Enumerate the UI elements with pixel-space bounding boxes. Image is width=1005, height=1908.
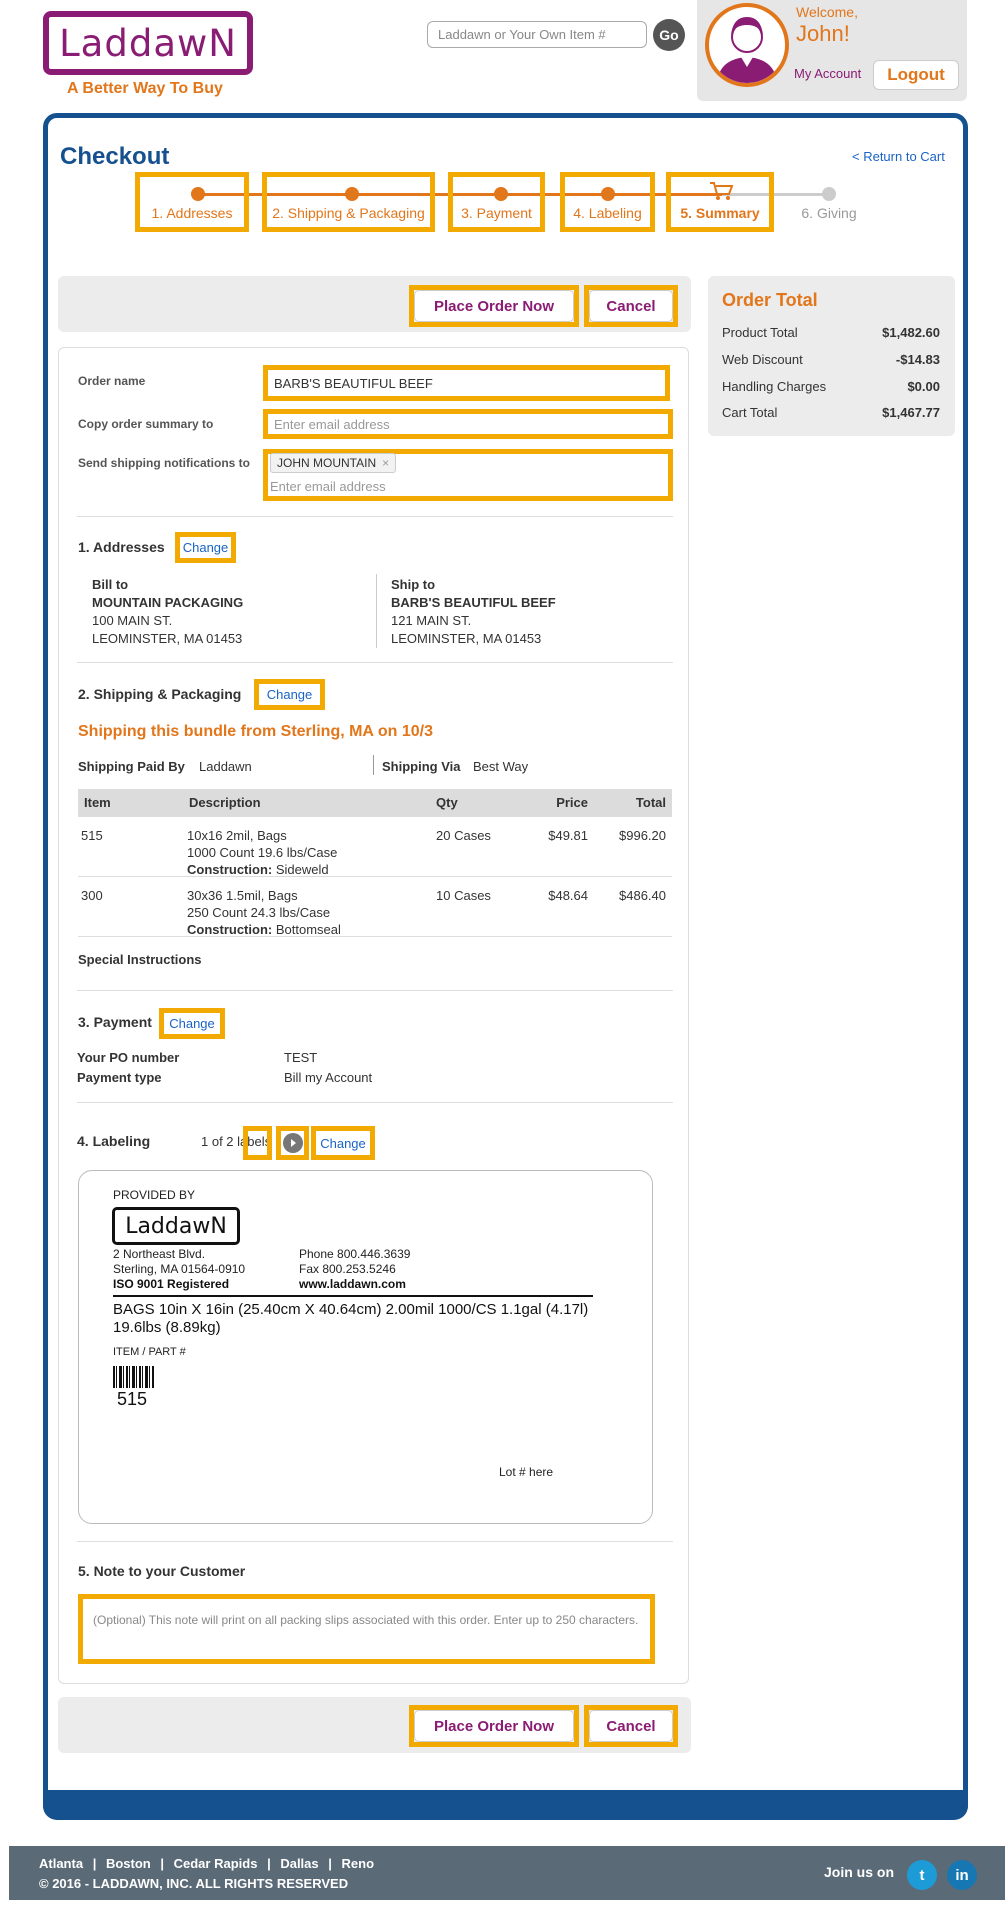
step-payment[interactable]: 3. Payment — [448, 172, 545, 232]
row-desc-line1: 30x36 1.5mil, Bags — [187, 888, 298, 903]
po-number-label: Your PO number — [77, 1050, 180, 1065]
step-giving: 6. Giving — [801, 205, 857, 221]
col-total: Total — [635, 795, 666, 810]
return-to-cart-link[interactable]: < Return to Cart — [852, 149, 945, 164]
ship-name: BARB'S BEAUTIFUL BEEF — [391, 595, 556, 610]
search-input[interactable]: Laddawn or Your Own Item # — [427, 21, 647, 48]
site-footer — [9, 1846, 1005, 1900]
row-item: 300 — [81, 888, 103, 903]
lot-number-text: Lot # here — [499, 1465, 554, 1479]
cancel-button-top[interactable] — [584, 285, 678, 327]
place-order-label: Place Order Now — [414, 290, 574, 322]
shipping-notifications-placeholder: Enter email address — [270, 479, 386, 494]
city-separator: | — [160, 1856, 164, 1871]
items-table — [78, 789, 672, 937]
divider — [77, 1102, 673, 1103]
row-total: $486.40 — [619, 888, 666, 903]
payment-change-link[interactable]: Change — [159, 1008, 225, 1039]
welcome-text: Welcome, — [796, 4, 858, 20]
row-price: $48.64 — [548, 888, 588, 903]
go-button[interactable]: Go — [653, 19, 685, 51]
city-link-dallas[interactable]: Dallas — [280, 1856, 319, 1871]
laddawn-logo[interactable] — [43, 11, 253, 75]
recipient-tag-text: JOHN MOUNTAIN — [277, 456, 377, 470]
city-separator: | — [328, 1856, 332, 1871]
payment-type-label: Payment type — [77, 1070, 162, 1085]
note-heading: 5. Note to your Customer — [78, 1563, 246, 1579]
label-logo-text: LaddawN — [125, 1213, 227, 1239]
label-fax: Fax 800.253.5246 — [299, 1262, 396, 1276]
web-discount-label: Web Discount — [722, 352, 803, 367]
row-construction-label: Construction: — [187, 862, 273, 877]
order-total-title: Order Total — [722, 290, 818, 310]
divider — [77, 990, 673, 991]
avatar[interactable] — [705, 3, 789, 87]
col-price: Price — [556, 795, 588, 810]
po-number-value: TEST — [284, 1050, 318, 1065]
label-website: www.laddawn.com — [299, 1277, 406, 1291]
bill-street: 100 MAIN ST. — [92, 613, 173, 628]
place-order-label: Place Order Now — [414, 1710, 574, 1742]
bill-city: LEOMINSTER, MA 01453 — [92, 631, 243, 646]
copy-summary-label: Copy order summary to — [78, 417, 214, 431]
logo-text: LaddawN — [59, 21, 237, 65]
shipping-notifications-label: Send shipping notifications to — [78, 456, 250, 470]
row-construction: Bottomseal — [275, 922, 341, 937]
cart-total-label: Cart Total — [722, 405, 778, 420]
step-addresses[interactable]: 1. Addresses — [135, 172, 249, 232]
row-price: $49.81 — [548, 828, 588, 843]
row-desc-line2: 250 Count 24.3 lbs/Case — [187, 905, 331, 920]
step-labeling[interactable]: 4. Labeling — [560, 172, 655, 232]
city-link-atlanta[interactable]: Atlanta — [39, 1856, 84, 1871]
shipping-paid-by-label: Shipping Paid By — [78, 759, 185, 774]
tagline: A Better Way To Buy — [67, 80, 223, 97]
previous-label-button[interactable] — [243, 1126, 272, 1160]
row-qty: 20 Cases — [436, 828, 491, 843]
col-item: Item — [84, 795, 111, 810]
shipping-via-value: Best Way — [473, 759, 529, 774]
customer-note-field[interactable]: (Optional) This note will print on all packing slips associated with this order. Enter up to 250 characters. — [78, 1594, 655, 1664]
label-pager-text: 1 of 2 labels — [201, 1134, 271, 1149]
play-arrow-icon — [283, 1133, 303, 1153]
shipping-change-link[interactable]: Change — [254, 679, 325, 710]
shipping-paid-by-value: Laddawn — [199, 759, 252, 774]
cart-total-value: $1,467.77 — [882, 405, 940, 420]
bundle-heading: Shipping this bundle from Sterling, MA on 10/3 — [78, 723, 433, 740]
row-total: $996.20 — [619, 828, 666, 843]
page-title: Checkout — [60, 143, 170, 170]
city-link-boston[interactable]: Boston — [105, 1856, 151, 1871]
cancel-label: Cancel — [589, 290, 673, 322]
handling-charges-label: Handling Charges — [722, 379, 827, 394]
twitter-icon[interactable]: t — [907, 1860, 937, 1890]
label-rule — [113, 1295, 593, 1297]
place-order-button-bottom[interactable] — [409, 1705, 579, 1747]
copyright: © 2016 - LADDAWN, INC. ALL RIGHTS RESERVED — [39, 1876, 349, 1891]
my-account-link[interactable]: My Account — [794, 66, 862, 81]
addresses-change-link[interactable]: Change — [175, 532, 236, 563]
row-desc-line2: 1000 Count 19.6 lbs/Case — [187, 845, 338, 860]
shipping-via-label: Shipping Via — [382, 759, 461, 774]
logout-button[interactable]: Logout — [873, 60, 959, 90]
table-row — [78, 877, 672, 937]
table-header — [78, 789, 672, 817]
row-description — [187, 827, 337, 878]
copy-summary-email-field[interactable]: Enter email address — [263, 409, 673, 439]
user-icon — [709, 7, 785, 83]
label-phone: Phone 800.446.3639 — [299, 1247, 411, 1261]
divider — [77, 1541, 673, 1542]
cancel-button-bottom[interactable] — [584, 1705, 678, 1747]
label-address-line2: Sterling, MA 01564-0910 — [113, 1262, 246, 1276]
payment-heading: 3. Payment — [78, 1014, 152, 1030]
shipping-heading: 2. Shipping & Packaging — [78, 686, 242, 702]
address-divider — [376, 574, 377, 648]
frame-footer-bar — [43, 1790, 968, 1820]
web-discount-value: -$14.83 — [895, 352, 940, 367]
label-item-number: 515 — [117, 1389, 148, 1409]
divider — [77, 662, 673, 663]
row-construction: Sideweld — [275, 862, 329, 877]
label-address-line1: 2 Northeast Blvd. — [113, 1247, 206, 1261]
linkedin-icon[interactable]: in — [947, 1860, 977, 1890]
ship-to-label: Ship to — [391, 577, 436, 592]
col-qty: Qty — [436, 795, 458, 810]
order-name-field[interactable]: BARB'S BEAUTIFUL BEEF — [263, 365, 670, 401]
bill-to-label: Bill to — [92, 577, 129, 592]
label-laddawn-logo — [112, 1207, 240, 1245]
city-link-cedar-rapids[interactable]: Cedar Rapids — [173, 1856, 258, 1871]
item-part-label: ITEM / PART # — [113, 1346, 186, 1358]
ship-street: 121 MAIN ST. — [391, 613, 472, 628]
next-label-button[interactable] — [276, 1126, 309, 1160]
divider — [77, 516, 673, 517]
cancel-label: Cancel — [589, 1710, 673, 1742]
row-description — [187, 887, 341, 938]
barcode-icon — [113, 1366, 155, 1388]
payment-type-value: Bill my Account — [284, 1070, 373, 1085]
row-desc-line1: 10x16 2mil, Bags — [187, 828, 287, 843]
join-us-text: Join us on — [824, 1864, 894, 1880]
row-item: 515 — [81, 828, 103, 843]
col-description: Description — [189, 795, 261, 810]
user-name: John! — [796, 21, 850, 46]
recipient-tag — [270, 453, 396, 473]
remove-tag-icon[interactable]: × — [382, 456, 390, 470]
row-construction-label: Construction: — [187, 922, 273, 937]
addresses-heading: 1. Addresses — [78, 539, 165, 555]
row-qty: 10 Cases — [436, 888, 491, 903]
bill-name: MOUNTAIN PACKAGING — [92, 595, 244, 610]
shipping-info-divider — [373, 755, 374, 775]
special-instructions-label: Special Instructions — [78, 952, 202, 967]
ship-city: LEOMINSTER, MA 01453 — [391, 631, 542, 646]
city-separator: | — [92, 1856, 97, 1871]
step-shipping-packaging[interactable]: 2. Shipping & Packaging — [262, 172, 435, 232]
product-total-value: $1,482.60 — [882, 325, 940, 340]
product-total-label: Product Total — [722, 325, 798, 340]
labeling-heading: 4. Labeling — [77, 1133, 151, 1149]
label-description: BAGS 10in X 16in (25.40cm X 40.64cm) 2.00mil 1000/CS 1.1gal (4.17l) 19.6lbs (8.89kg) — [113, 1301, 589, 1336]
city-separator: | — [267, 1856, 271, 1871]
city-link-reno[interactable]: Reno — [341, 1856, 375, 1871]
handling-charges-value: $0.00 — [907, 379, 940, 394]
label-iso: ISO 9001 Registered — [113, 1277, 230, 1291]
step-summary[interactable]: 5. Summary — [666, 172, 774, 232]
labeling-change-link[interactable]: Change — [311, 1126, 375, 1160]
table-row — [78, 817, 672, 877]
city-links — [39, 1856, 374, 1871]
order-name-label: Order name — [78, 374, 146, 388]
place-order-button-top[interactable] — [409, 285, 579, 327]
provided-by-text: PROVIDED BY — [113, 1188, 196, 1202]
